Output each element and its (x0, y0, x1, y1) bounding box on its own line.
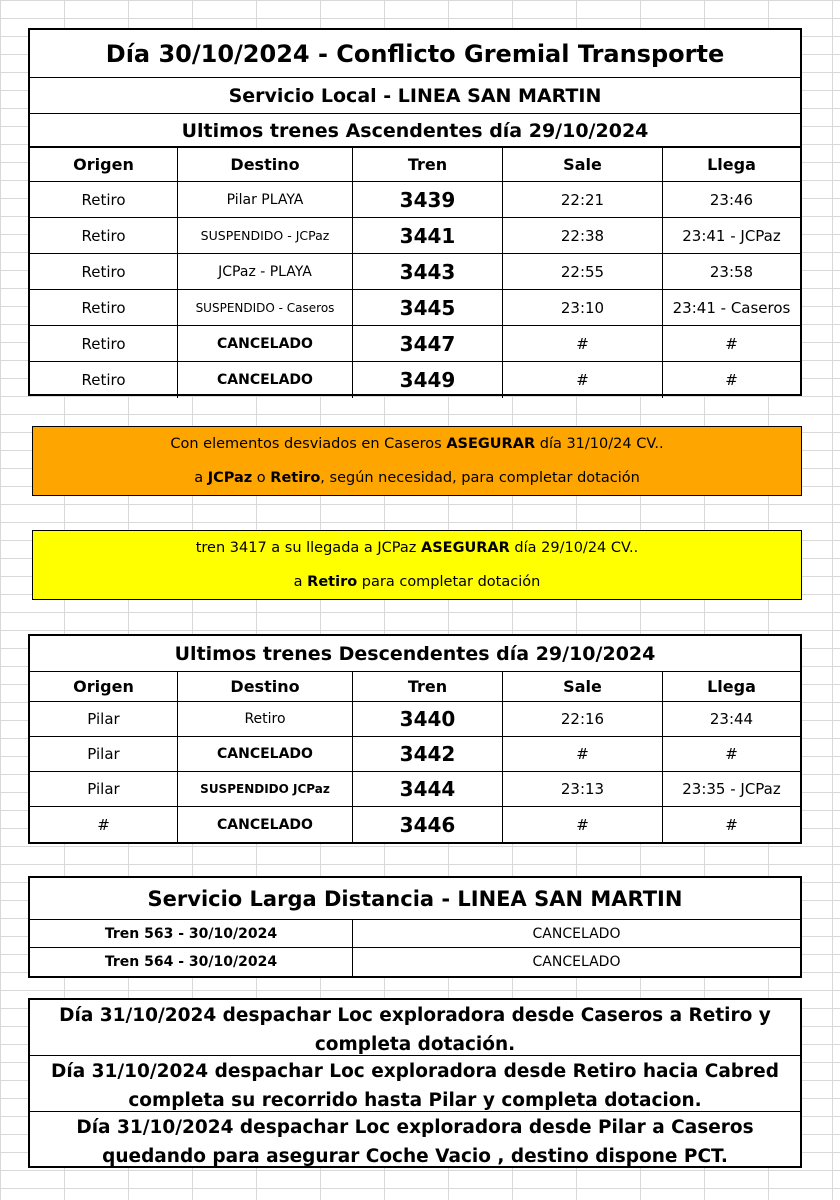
larga-distancia-table (28, 876, 802, 978)
llega-cell: 23:44 (709, 710, 754, 728)
sale-cell: 22:55 (503, 254, 663, 289)
llega-cell: 23:41 - Caseros (672, 298, 791, 317)
sale-cell: 22:21 (503, 182, 663, 217)
destino-cell: SUSPENDIDO - JCPaz (178, 218, 353, 253)
sale-cell: 22:16 (503, 702, 663, 736)
table-row (30, 737, 800, 772)
table-row (30, 182, 800, 218)
origen-cell: Retiro (30, 218, 178, 253)
col-destino: Destino (178, 672, 353, 701)
sale-cell: # (503, 737, 663, 771)
tren-cell: 3443 (353, 254, 503, 289)
table-row (30, 362, 800, 398)
sale-cell: 23:10 (503, 290, 663, 325)
page-title: Día 30/10/2024 - Conflicto Gremial Transporte (30, 30, 800, 78)
sale-cell: # (503, 807, 663, 842)
instruction-line: Día 31/10/2024 despachar Loc exploradora desde Caseros a Retiro y (59, 1005, 771, 1026)
table-row (30, 254, 800, 290)
origen-cell: Retiro (30, 254, 178, 289)
destino-cell: SUSPENDIDO JCPaz (178, 772, 353, 806)
tren-cell: Tren 564 - 30/10/2024 (30, 948, 353, 976)
llega-cell: 23:35 - JCPaz (682, 780, 781, 798)
instruction-line: quedando para asegurar Coche Vacio , destino dispone PCT. (102, 1146, 728, 1167)
tren-cell: 3442 (353, 737, 503, 771)
note-text: Con elementos desviados en Caseros (170, 436, 447, 452)
tren-cell: 3445 (353, 290, 503, 325)
instructions-block (28, 998, 802, 1168)
table-row (30, 772, 800, 807)
page-subtitle: Servicio Local - LINEA SAN MARTIN (30, 78, 800, 114)
destino-cell: CANCELADO (178, 326, 353, 361)
col-tren: Tren (353, 148, 503, 181)
instruction-line: completa dotación. (314, 1034, 516, 1055)
col-llega: Llega (707, 155, 756, 174)
ascendentes-table (28, 146, 802, 396)
yellow-note-line1 (196, 531, 639, 565)
col-sale: Sale (503, 148, 663, 181)
destino-cell: CANCELADO (178, 807, 353, 842)
orange-note-line2 (194, 461, 640, 495)
tren-cell: 3439 (353, 182, 503, 217)
sale-cell: # (503, 326, 663, 361)
destino-cell: SUSPENDIDO - Caseros (178, 290, 353, 325)
note-emphasis: Retiro (307, 574, 358, 590)
llega-cell: # (725, 815, 738, 834)
col-destino: Destino (178, 148, 353, 181)
table-header (30, 148, 800, 182)
note-text: , según necesidad, para completar dotación (320, 470, 640, 486)
orange-note (32, 426, 802, 496)
note-text: tren 3417 a su llegada a JCPaz (195, 540, 421, 556)
col-llega: Llega (707, 677, 756, 696)
llega-cell: # (725, 371, 738, 389)
destino-cell: Retiro (178, 702, 353, 736)
llega-cell: 23:41 - JCPaz (682, 226, 781, 245)
descendentes-heading: Ultimos trenes Descendentes día 29/10/2024 (30, 636, 800, 672)
table-row (30, 326, 800, 362)
origen-cell: Pilar (30, 772, 178, 806)
origen-cell: # (30, 807, 178, 842)
col-tren: Tren (353, 672, 503, 701)
table-row (30, 218, 800, 254)
tren-cell: Tren 563 - 30/10/2024 (30, 920, 353, 947)
origen-cell: Pilar (30, 737, 178, 771)
orange-note-line1 (170, 427, 663, 461)
header-block (28, 28, 802, 148)
note-emphasis: ASEGURAR (446, 436, 536, 452)
llega-cell: 23:46 (709, 190, 754, 209)
tren-cell: 3447 (353, 326, 503, 361)
note-text: o (252, 470, 271, 486)
destino-cell: Pilar PLAYA (178, 182, 353, 217)
destino-cell: CANCELADO (178, 362, 353, 398)
note-text: día 31/10/24 CV.. (535, 436, 664, 452)
instruction-item (30, 1056, 800, 1112)
sale-cell: # (503, 362, 663, 398)
table-row (30, 702, 800, 737)
origen-cell: Retiro (30, 182, 178, 217)
table-row (30, 948, 800, 976)
note-text: a (194, 470, 208, 486)
tren-cell: 3449 (353, 362, 503, 398)
tren-cell: 3444 (353, 772, 503, 806)
tren-cell: 3446 (353, 807, 503, 842)
origen-cell: Retiro (30, 326, 178, 361)
sale-cell: 22:38 (503, 218, 663, 253)
note-emphasis: ASEGURAR (421, 540, 510, 556)
table-row (30, 807, 800, 842)
larga-distancia-heading: Servicio Larga Distancia - LINEA SAN MARTIN (30, 878, 800, 920)
llega-cell: # (725, 745, 738, 763)
col-sale: Sale (503, 672, 663, 701)
note-text: para completar dotación (357, 574, 541, 590)
col-origen: Origen (30, 672, 178, 701)
table-row (30, 290, 800, 326)
origen-cell: Retiro (30, 362, 178, 398)
destino-cell: JCPaz - PLAYA (178, 254, 353, 289)
destino-cell: CANCELADO (178, 737, 353, 771)
instruction-line: Día 31/10/2024 despachar Loc exploradora desde Retiro hacia Cabred (51, 1061, 779, 1082)
note-emphasis: JCPaz (207, 470, 253, 486)
instruction-line: completa su recorrido hasta Pilar y completa dotacion. (128, 1090, 702, 1111)
note-text: día 29/10/24 CV.. (509, 540, 639, 556)
tren-cell: 3441 (353, 218, 503, 253)
yellow-note (32, 530, 802, 600)
llega-cell: # (725, 334, 738, 353)
instruction-item (30, 1112, 800, 1168)
origen-cell: Retiro (30, 290, 178, 325)
note-emphasis: Retiro (270, 470, 321, 486)
tren-cell: 3440 (353, 702, 503, 736)
estado-cell: CANCELADO (532, 954, 621, 970)
origen-cell: Pilar (30, 702, 178, 736)
estado-cell: CANCELADO (532, 925, 621, 942)
yellow-note-line2 (294, 565, 541, 599)
ascendentes-heading: Ultimos trenes Ascendentes día 29/10/2024 (181, 120, 649, 142)
col-origen: Origen (30, 148, 178, 181)
instruction-line: Día 31/10/2024 despachar Loc exploradora desde Pilar a Caseros (76, 1117, 754, 1138)
note-text: a (293, 574, 308, 590)
table-header (30, 672, 800, 702)
sale-cell: 23:13 (503, 772, 663, 806)
table-row (30, 920, 800, 948)
instruction-item (30, 1000, 800, 1056)
llega-cell: 23:58 (709, 262, 754, 281)
descendentes-table (28, 634, 802, 844)
